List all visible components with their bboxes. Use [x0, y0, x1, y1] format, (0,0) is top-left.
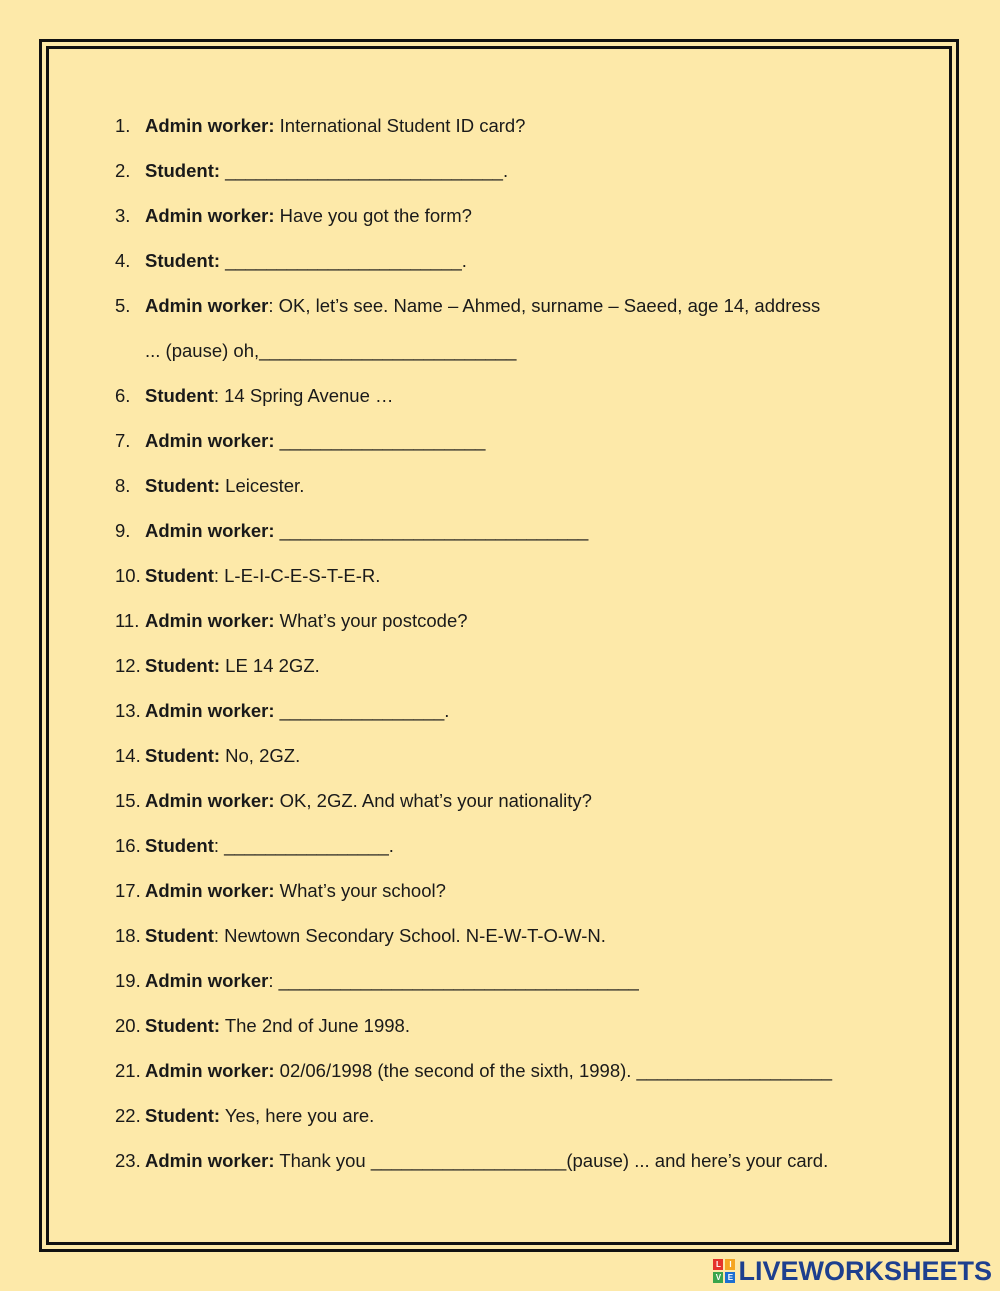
- line-number: 3.: [115, 205, 131, 226]
- line-text: Thank you ___________________(pause) ... and here’s your card.: [274, 1150, 829, 1171]
- logo-mark-letter: V: [713, 1272, 723, 1283]
- line-text: : ________________.: [213, 835, 394, 856]
- speaker-label: Student: [145, 835, 214, 856]
- dialogue-line-16: [115, 833, 895, 878]
- line-text: ... (pause) oh,_________________________: [145, 340, 517, 361]
- dialogue-line-23: [115, 1148, 895, 1193]
- dialogue-list: [115, 113, 895, 1193]
- line-text: What’s your school?: [274, 880, 446, 901]
- logo-mark-letter: L: [713, 1259, 723, 1270]
- dialogue-line-12: [115, 653, 895, 698]
- speaker-label: Student:: [145, 1105, 221, 1126]
- logo-mark-letter: E: [725, 1272, 735, 1283]
- speaker-label: Admin worker:: [145, 1060, 275, 1081]
- speaker-label: Student:: [145, 250, 221, 271]
- speaker-label: Admin worker:: [145, 700, 275, 721]
- speaker-label: Admin worker: [145, 970, 269, 991]
- line-text: Yes, here you are.: [220, 1105, 375, 1126]
- speaker-label: Admin worker:: [145, 205, 275, 226]
- speaker-label: Admin worker:: [145, 520, 275, 541]
- line-text: : OK, let’s see. Name – Ahmed, surname – Saeed, age 14, address: [268, 295, 821, 316]
- speaker-label: Student:: [145, 1015, 221, 1036]
- line-number: 16.: [115, 835, 141, 856]
- line-number: 23.: [115, 1150, 141, 1171]
- speaker-label: Student:: [145, 160, 221, 181]
- dialogue-line-13: [115, 698, 895, 743]
- dialogue-line-19: [115, 968, 895, 1013]
- dialogue-line-18: [115, 923, 895, 968]
- line-text: International Student ID card?: [274, 115, 526, 136]
- line-text: OK, 2GZ. And what’s your nationality?: [274, 790, 592, 811]
- logo-text: LIVEWORKSHEETS: [738, 1255, 992, 1286]
- dialogue-line-21: [115, 1058, 895, 1103]
- line-number: 10.: [115, 565, 141, 586]
- line-number: 4.: [115, 250, 131, 271]
- line-number: 15.: [115, 790, 141, 811]
- line-number: 5.: [115, 295, 131, 316]
- dialogue-line-5-continued: [115, 338, 895, 383]
- line-text: ___________________________.: [220, 160, 509, 181]
- line-text: What’s your postcode?: [274, 610, 468, 631]
- dialogue-line-17: [115, 878, 895, 923]
- dialogue-line-3: [115, 203, 895, 248]
- line-number: 17.: [115, 880, 141, 901]
- line-number: 11.: [115, 610, 140, 631]
- line-number: 21.: [115, 1060, 141, 1081]
- line-text: _______________________.: [220, 250, 467, 271]
- line-text: Leicester.: [220, 475, 305, 496]
- line-number: 8.: [115, 475, 131, 496]
- dialogue-line-4: [115, 248, 895, 293]
- line-text: The 2nd of June 1998.: [220, 1015, 410, 1036]
- line-text: ____________________: [274, 430, 486, 451]
- line-number: 20.: [115, 1015, 141, 1036]
- dialogue-line-11: [115, 608, 895, 653]
- line-number: 6.: [115, 385, 131, 406]
- dialogue-line-15: [115, 788, 895, 833]
- speaker-label: Admin worker:: [145, 430, 275, 451]
- dialogue-line-9: [115, 518, 895, 563]
- line-number: 18.: [115, 925, 141, 946]
- line-number: 13.: [115, 700, 141, 721]
- dialogue-line-20: [115, 1013, 895, 1058]
- line-text: Have you got the form?: [274, 205, 472, 226]
- line-text: ______________________________: [274, 520, 589, 541]
- line-text: 02/06/1998 (the second of the sixth, 1998). ___________________: [274, 1060, 833, 1081]
- line-text: ________________.: [274, 700, 450, 721]
- dialogue-line-2: [115, 158, 895, 203]
- line-text: No, 2GZ.: [220, 745, 301, 766]
- line-text: : L-E-I-C-E-S-T-E-R.: [213, 565, 381, 586]
- speaker-label: Student: [145, 925, 214, 946]
- dialogue-line-10: [115, 563, 895, 608]
- line-number: 14.: [115, 745, 141, 766]
- line-number: 19.: [115, 970, 141, 991]
- speaker-label: Admin worker:: [145, 790, 275, 811]
- line-number: 9.: [115, 520, 131, 541]
- speaker-label: Admin worker:: [145, 610, 275, 631]
- dialogue-line-5: [115, 293, 895, 338]
- line-text: : ___________________________________: [268, 970, 639, 991]
- dialogue-line-6: [115, 383, 895, 428]
- speaker-label: Admin worker:: [145, 880, 275, 901]
- line-number: 2.: [115, 160, 131, 181]
- line-text: : Newtown Secondary School. N-E-W-T-O-W-N.: [213, 925, 606, 946]
- dialogue-line-22: [115, 1103, 895, 1148]
- line-number: 12.: [115, 655, 141, 676]
- dialogue-line-14: [115, 743, 895, 788]
- speaker-label: Student:: [145, 655, 221, 676]
- speaker-label: Student: [145, 565, 214, 586]
- speaker-label: Student:: [145, 745, 221, 766]
- logo-mark-icon: [713, 1259, 735, 1283]
- speaker-label: Admin worker:: [145, 1150, 275, 1171]
- speaker-label: Student:: [145, 475, 221, 496]
- dialogue-line-8: [115, 473, 895, 518]
- line-number: 7.: [115, 430, 131, 451]
- line-number: 22.: [115, 1105, 141, 1126]
- line-text: : 14 Spring Avenue …: [213, 385, 394, 406]
- line-text: LE 14 2GZ.: [220, 655, 320, 676]
- dialogue-line-7: [115, 428, 895, 473]
- logo-mark-letter: I: [725, 1259, 735, 1270]
- line-number: 1.: [115, 115, 131, 136]
- dialogue-line-1: [115, 113, 895, 158]
- speaker-label: Student: [145, 385, 214, 406]
- liveworksheets-logo[interactable]: [713, 1255, 992, 1287]
- speaker-label: Admin worker:: [145, 115, 275, 136]
- speaker-label: Admin worker: [145, 295, 269, 316]
